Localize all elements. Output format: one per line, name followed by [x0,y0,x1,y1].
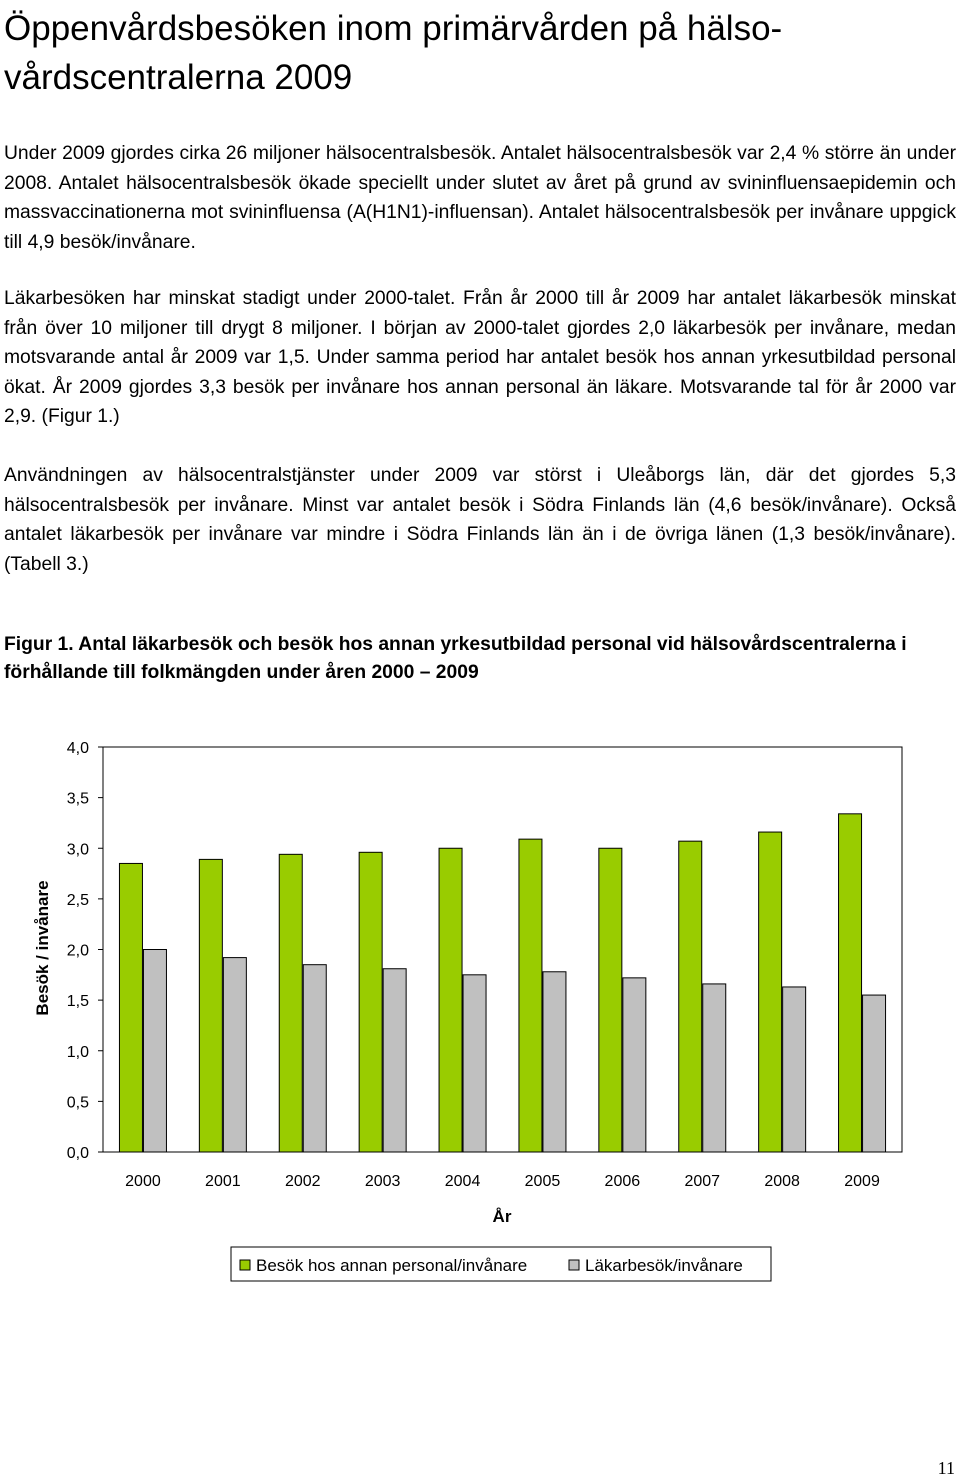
bar [839,814,862,1152]
y-tick-label: 2,0 [66,942,89,960]
paragraph-3: Användningen av hälsocentralstjänster under 2009 var störst i Uleåborgs län, där det gjordes 5,3 hälsocentralsbesök per invånare. Minst var antalet besök i Södra Finlands län (4,6 besök/invånare). Också antalet läkarbesök per invånare var mindre i Södra Finlands län än i de övriga länen (1,3 besök/invånare). (Tabell 3.) [4,465,956,575]
bar [863,995,886,1152]
bar [279,854,302,1152]
x-tick-label: 2009 [844,1173,880,1190]
bar [303,965,326,1152]
page-title [4,4,954,102]
page-number: 11 [937,1458,955,1478]
legend-swatch [240,1260,250,1270]
x-tick-label: 2003 [364,1173,401,1190]
y-tick-label: 1,0 [66,1043,89,1061]
bar [143,950,166,1153]
bar [703,984,726,1152]
x-tick-label: 2000 [125,1173,161,1190]
figure-number: Figur 1. [4,634,74,655]
x-tick-label: 2007 [684,1173,721,1190]
y-tick-label: 0,5 [66,1094,89,1112]
bar [759,832,782,1152]
legend-swatch [569,1260,579,1270]
page-title-line-1: Öppenvårdsbesöken inom primärvården på hälso- [4,9,783,48]
y-tick-label: 1,5 [66,993,89,1011]
y-tick-label: 0,0 [66,1145,89,1162]
bar [463,975,486,1152]
x-tick-label: 2005 [524,1173,561,1190]
chart-legend [231,1247,771,1281]
figure-caption-text: Antal läkarbesök och besök hos annan yrkesutbildad personal vid hälsovårdscentralerna i förhållande till folkmängden under åren 2000 – 2009 [4,634,907,683]
x-axis-title: År [492,1207,512,1226]
bar [599,848,622,1152]
bar [119,863,142,1152]
x-tick-label: 2008 [764,1173,800,1190]
bar [223,958,246,1152]
bar [543,972,566,1152]
y-tick-label: 3,5 [66,790,89,808]
bar [383,969,406,1152]
plot-area [67,740,902,1190]
y-tick-label: 2,5 [66,891,89,909]
legend-label: Läkarbesök/invånare [585,1256,743,1275]
bar [199,859,222,1152]
y-axis-title: Besök / invånare [33,880,52,1016]
bar [439,848,462,1152]
bar [783,987,806,1152]
bar [359,852,382,1152]
y-tick-label: 4,0 [66,740,89,757]
x-tick-label: 2002 [284,1173,321,1190]
paragraph-1: Under 2009 gjordes cirka 26 miljoner hälsocentralsbesök. Antalet hälsocentralsbesök var 2,4 % större än under 2008. Antalet hälsocentralsbesök ökade speciellt under slutet av året på grund av svininfluensaepidemin och massvaccinationerna mot svininfluensa (A(H1N1)-influensan). Antalet hälsocentralsbesök per invånare uppgick till 4,9 besök/invånare. [4,143,956,253]
x-tick-label: 2004 [444,1173,481,1190]
y-tick-label: 3,0 [66,841,89,859]
bar-chart [0,720,960,1300]
bar [519,839,542,1152]
x-tick-label: 2001 [205,1173,241,1190]
bar [679,841,702,1152]
bar [623,978,646,1152]
legend-label: Besök hos annan personal/invånare [256,1256,528,1275]
figure-caption [4,631,956,687]
x-tick-label: 2006 [604,1173,641,1190]
paragraph-2: Läkarbesöken har minskat stadigt under 2000-talet. Från år 2000 till år 2009 har antalet läkarbesök minskat från över 10 miljoner till drygt 8 miljoner. I början av 2000-talet gjordes 2,0 läkarbesök per invånare, medan motsvarande antal år 2009 var 1,5. Under samma period har antalet besök hos annan yrkesutbildad personal ökat. År 2009 gjordes 3,3 besök per invånare hos annan personal än läkare. Motsvarande tal för år 2000 var 2,9. (Figur 1.) [4,288,956,427]
page-title-line-2: vårdscentralerna 2009 [4,58,353,97]
